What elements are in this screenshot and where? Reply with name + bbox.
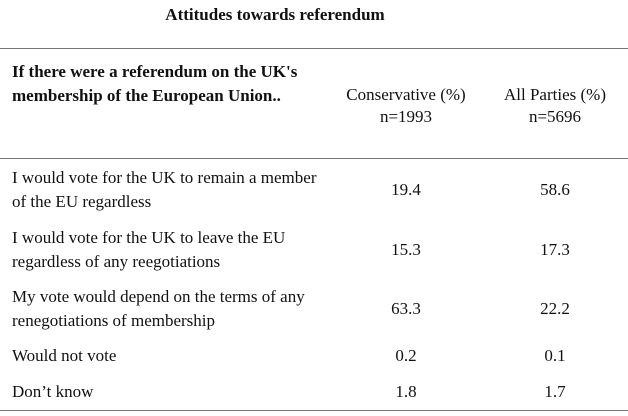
conservative-value: 15.3 [391,240,421,259]
column-header-label: Conservative (%) [346,85,466,104]
column-header-label: All Parties (%) [504,85,606,104]
conservative-value: 1.8 [395,382,417,401]
row-label: My vote would depend on the terms of any renegotiations of membership [12,287,305,330]
top-rule [0,48,628,49]
conservative-value: 0.2 [395,346,417,365]
column-header-conservative [328,84,484,128]
row-label: I would vote for the UK to leave the EU regardless of any reegotiations [12,228,286,271]
all-parties-value: 1.7 [544,382,566,401]
column-header-sample-size: n=5696 [528,107,582,126]
conservative-value: 19.4 [391,180,421,199]
conservative-value: 63.3 [391,299,421,318]
all-parties-value: 0.1 [544,346,566,365]
row-label: I would vote for the UK to remain a member of the EU regardless [12,168,317,211]
column-header-sample-size: n=1993 [379,107,433,126]
row-label: Don’t know [12,382,94,401]
table-title: Attitudes towards referendum [165,5,385,24]
header-rule [0,158,628,159]
column-header-all-parties [488,84,622,128]
all-parties-value: 17.3 [540,240,570,259]
all-parties-value: 22.2 [540,299,570,318]
row-label: Would not vote [12,346,117,365]
question-header: If there were a referendum on the UK's membership of the European Union.. [12,62,298,105]
bottom-rule [0,410,628,411]
all-parties-value: 58.6 [540,180,570,199]
